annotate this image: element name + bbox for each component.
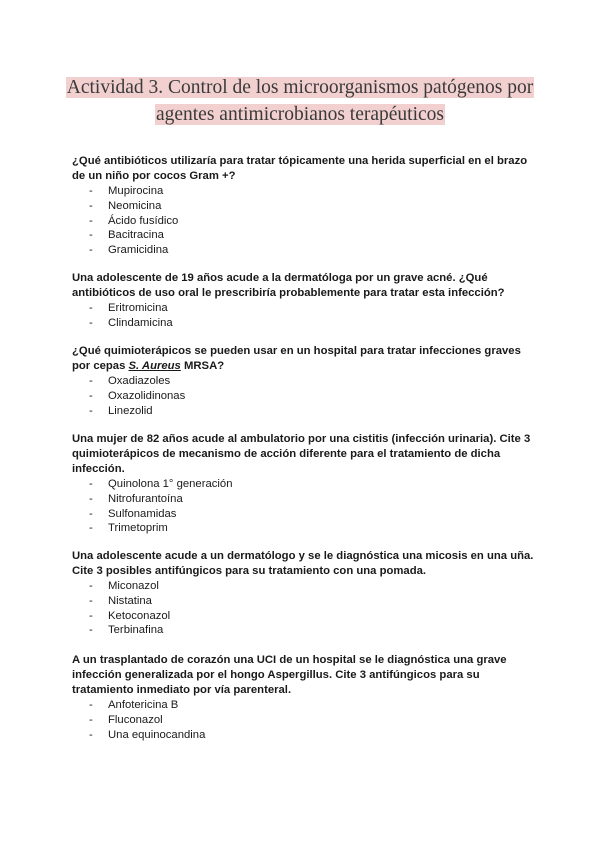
list-item (72, 698, 542, 713)
list-item (72, 477, 542, 492)
answer-list (72, 698, 542, 742)
page-title (40, 74, 560, 128)
list-item (72, 374, 542, 389)
list-item (72, 623, 542, 638)
answer-text: Fluconazol (108, 713, 163, 726)
answer-text: Anfotericina B (108, 699, 179, 711)
list-item (72, 507, 542, 522)
bullet-dash: - (89, 580, 93, 592)
list-item (72, 301, 542, 316)
list-item (72, 728, 542, 743)
answer-text: Nitrofurantoína (108, 492, 183, 505)
question-text: ¿Qué antibióticos utilizaría para tratar tópicamente una herida superficial en el brazo de un niño por cocos Gram +? (72, 155, 528, 182)
answer-text: Clindamicina (108, 316, 173, 329)
bullet-dash: - (89, 728, 93, 741)
page-title-line-2: agentes antimicrobianos terapéuticos (155, 104, 445, 125)
answer-list (72, 579, 542, 638)
question-block-3 (72, 344, 542, 418)
bullet-dash: - (89, 244, 93, 257)
answer-text: Trimetoprim (108, 522, 168, 535)
bullet-dash: - (89, 624, 93, 637)
answer-text: Sulfonamidas (108, 507, 177, 520)
question-block-5 (72, 549, 542, 638)
question-text-part: MRSA? (180, 360, 225, 372)
answer-list (72, 374, 542, 418)
answer-text: Una equinocandina (108, 728, 206, 741)
answer-text: Linezolid (108, 404, 153, 417)
answer-list (72, 184, 542, 258)
bullet-dash: - (89, 522, 93, 535)
question-text: A un trasplantado de corazón una UCI de un hospital se le diagnóstica una grave infección generalizada por el hongo Aspergillus. Cite 3 antifúngicos para su tratamiento inmediato por vía parenteral. (72, 654, 507, 696)
list-item (72, 521, 542, 536)
bullet-dash: - (89, 214, 93, 227)
list-item (72, 594, 542, 609)
question-text-part: ¿Qué quimioterápicos se pueden usar en un hospital para tratar infecciones graves por cepas (72, 345, 521, 372)
answer-text: Oxazolidinonas (108, 389, 186, 402)
answer-text: Ácido fusídico (108, 214, 179, 227)
question-text: Una mujer de 82 años acude al ambulatorio por una cistitis (infección urinaria). Cite 3 quimioterápicos de mecanismo de acción diferente para el tratamiento de dicha infección. (72, 433, 531, 475)
list-item (72, 184, 542, 199)
list-item (72, 389, 542, 404)
bullet-dash: - (89, 609, 93, 622)
answer-text: Mupirocina (108, 185, 164, 197)
list-item (72, 228, 542, 243)
question-block-4 (72, 432, 542, 536)
bullet-dash: - (89, 229, 93, 242)
bullet-dash: - (89, 404, 93, 417)
list-item (72, 316, 542, 331)
bullet-dash: - (89, 699, 93, 711)
answer-text: Neomicina (108, 199, 162, 212)
answer-list (72, 477, 542, 536)
bullet-dash: - (89, 594, 93, 607)
question-block-6 (72, 653, 542, 742)
page-title-line-1: Actividad 3. Control de los microorganismos patógenos por (66, 77, 534, 98)
answer-text: Eritromicina (108, 302, 168, 314)
answer-text: Gramicidina (108, 244, 169, 257)
list-item (72, 214, 542, 229)
answer-list (72, 301, 542, 331)
answer-text: Nistatina (108, 594, 152, 607)
list-item (72, 609, 542, 624)
bullet-dash: - (89, 302, 93, 314)
bullet-dash: - (89, 199, 93, 212)
bullet-dash: - (89, 478, 93, 490)
organism-name: S. Aureus (128, 360, 181, 372)
bullet-dash: - (89, 316, 93, 329)
list-item (72, 243, 542, 258)
question-text: Una adolescente de 19 años acude a la dermatóloga por un grave acné. ¿Qué antibióticos de uso oral le prescribiría probablemente para tratar esta infección? (72, 272, 505, 299)
question-text (72, 344, 542, 374)
bullet-dash: - (89, 507, 93, 520)
answer-text: Miconazol (108, 580, 159, 592)
answer-text: Terbinafina (108, 624, 164, 637)
bullet-dash: - (89, 375, 93, 387)
list-item (72, 713, 542, 728)
bullet-dash: - (89, 389, 93, 402)
question-text: Una adolescente acude a un dermatólogo y se le diagnóstica una micosis en una uña. Cite 3 posibles antifúngicos para su tratamiento con una pomada. (72, 550, 534, 577)
answer-text: Quinolona 1° generación (108, 478, 233, 490)
bullet-dash: - (89, 185, 93, 197)
question-block-2 (72, 271, 542, 331)
list-item (72, 579, 542, 594)
list-item (72, 492, 542, 507)
question-block-1 (72, 154, 542, 258)
bullet-dash: - (89, 713, 93, 726)
bullet-dash: - (89, 492, 93, 505)
answer-text: Ketoconazol (108, 609, 171, 622)
list-item (72, 404, 542, 419)
answer-text: Bacitracina (108, 229, 164, 242)
list-item (72, 199, 542, 214)
answer-text: Oxadiazoles (108, 375, 171, 387)
